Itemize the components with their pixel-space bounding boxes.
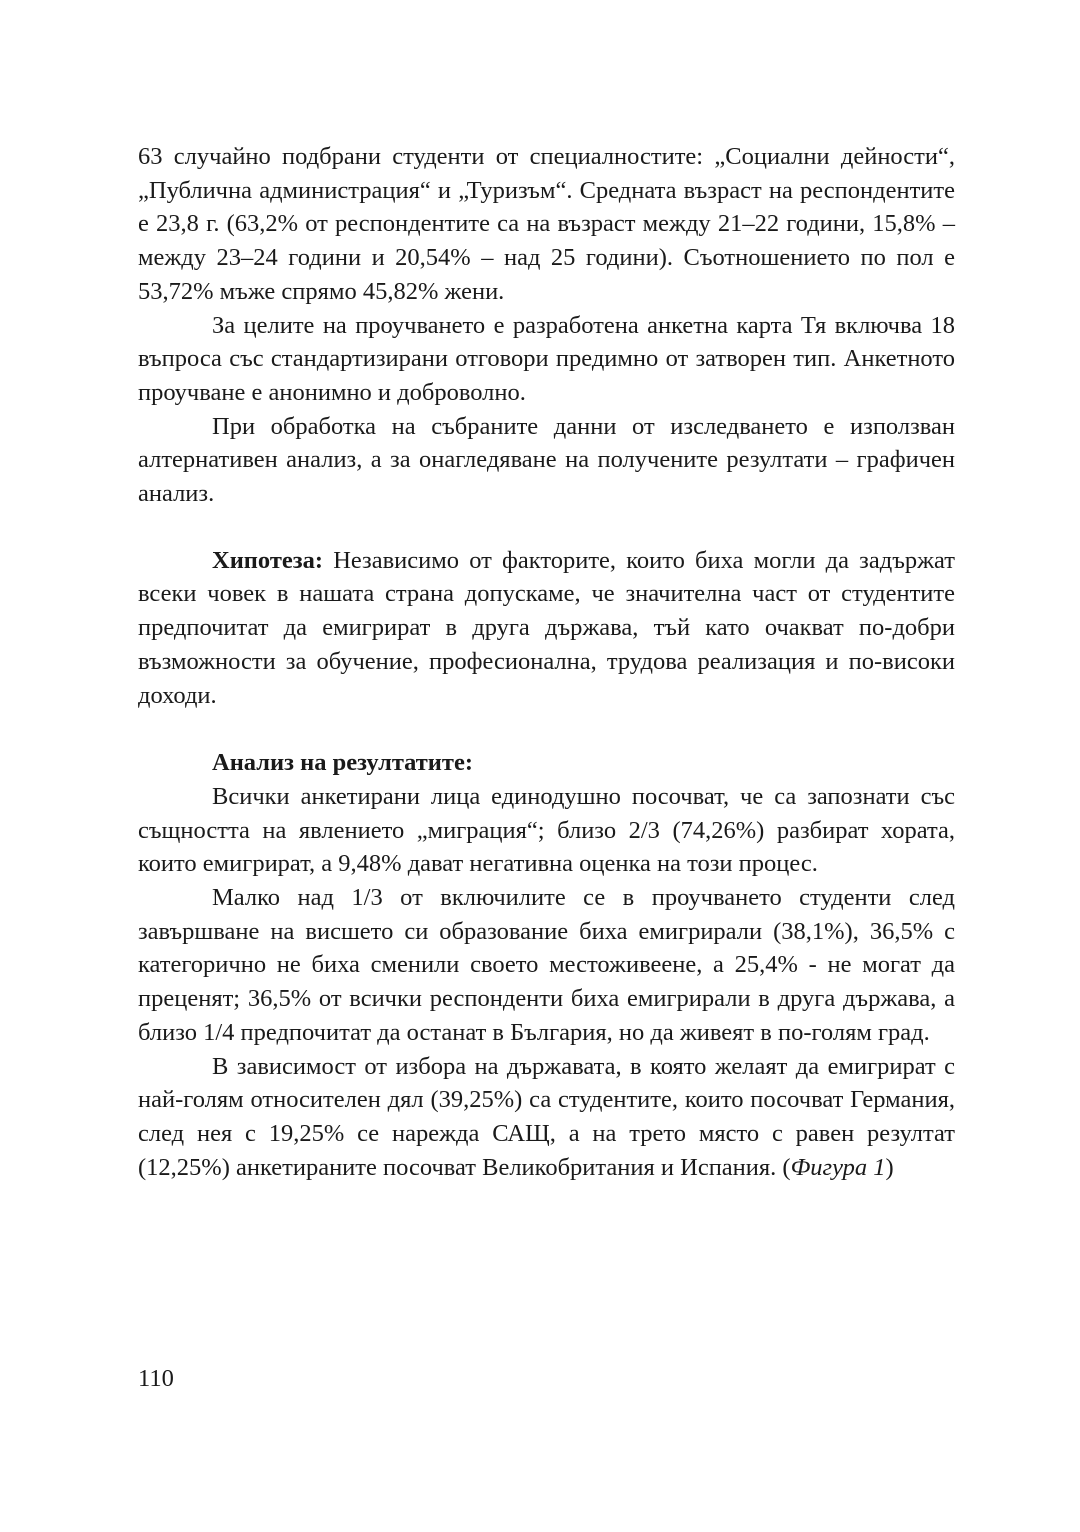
paragraph-survey-card: За целите на проучването е разработена анкетна карта Тя включва 18 въпроса със стандартизирани отговори предимно от затворен тип. Анкетното проучване е анонимно и доброволно. bbox=[138, 311, 955, 406]
paragraph-hypothesis bbox=[138, 544, 955, 713]
figure-reference: Фигура 1 bbox=[790, 1153, 886, 1181]
paragraph-sample-description: 63 случайно подбрани студенти от специалностите: „Социални дейности“, „Публична администрация“ и „Туризъм“. Средната възраст на респондентите е 23,8 г. (63,2% от респондентите са на възраст между 21–22 години, 15,8% – между 23–24 години и 20,54% – над 25 години). Съотношението по пол е 53,72% мъже спрямо 45,82% жени. bbox=[138, 143, 955, 305]
figure-reference-close: ) bbox=[885, 1153, 894, 1181]
paragraph-data-processing: При обработка на събраните данни от изследването е използван алтернативен анализ, а за онагледяване на получените резултати – графичен анализ. bbox=[138, 412, 955, 508]
paragraph-migration-awareness: Всички анкетирани лица единодушно посочват, че са запознати със същността на явлението „миграция“; близо 2/3 (74,26%) разбират хората, които емигрират, а 9,48% дават негативна оценка на този процес. bbox=[138, 782, 955, 878]
hypothesis-label: Хипотеза: bbox=[212, 546, 324, 574]
section-heading-analysis: Анализ на резултатите: bbox=[212, 749, 473, 777]
page-body bbox=[138, 140, 955, 1184]
paragraph-destination-countries bbox=[138, 1050, 955, 1185]
paragraph-emigration-intent: Малко над 1/3 от включилите се в проучването студенти след завършване на висшето си образование биха емигрирали (38,1%), 36,5% с категорично не биха сменили своето местоживеене, а 25,4% - не могат да преценят; 36,5% от всички респонденти биха емигрирали в друга държава, а близо 1/4 предпочитат да останат в България, но да живеят в по-голям град. bbox=[138, 884, 955, 1046]
destination-text: В зависимост от избора на държавата, в която желаят да емигрират с най-голям относителен дял (39,25%) са студентите, които посочват Германия, след нея с 19,25% се нарежда САЩ, а на трето място с равен резултат (12,25%) анкетираните посочват Великобритания и Испания. ( bbox=[138, 1052, 955, 1181]
hypothesis-text: Независимо от факторите, които биха могли да задържат всеки човек в нашата страна допускаме, че значителна част от студентите предпочитат да емигрират в друга държава, тъй като очакват по-добри възможности за обучение, професионална, трудова реализация и по-високи доходи. bbox=[138, 546, 955, 709]
page-number: 110 bbox=[138, 1365, 174, 1392]
